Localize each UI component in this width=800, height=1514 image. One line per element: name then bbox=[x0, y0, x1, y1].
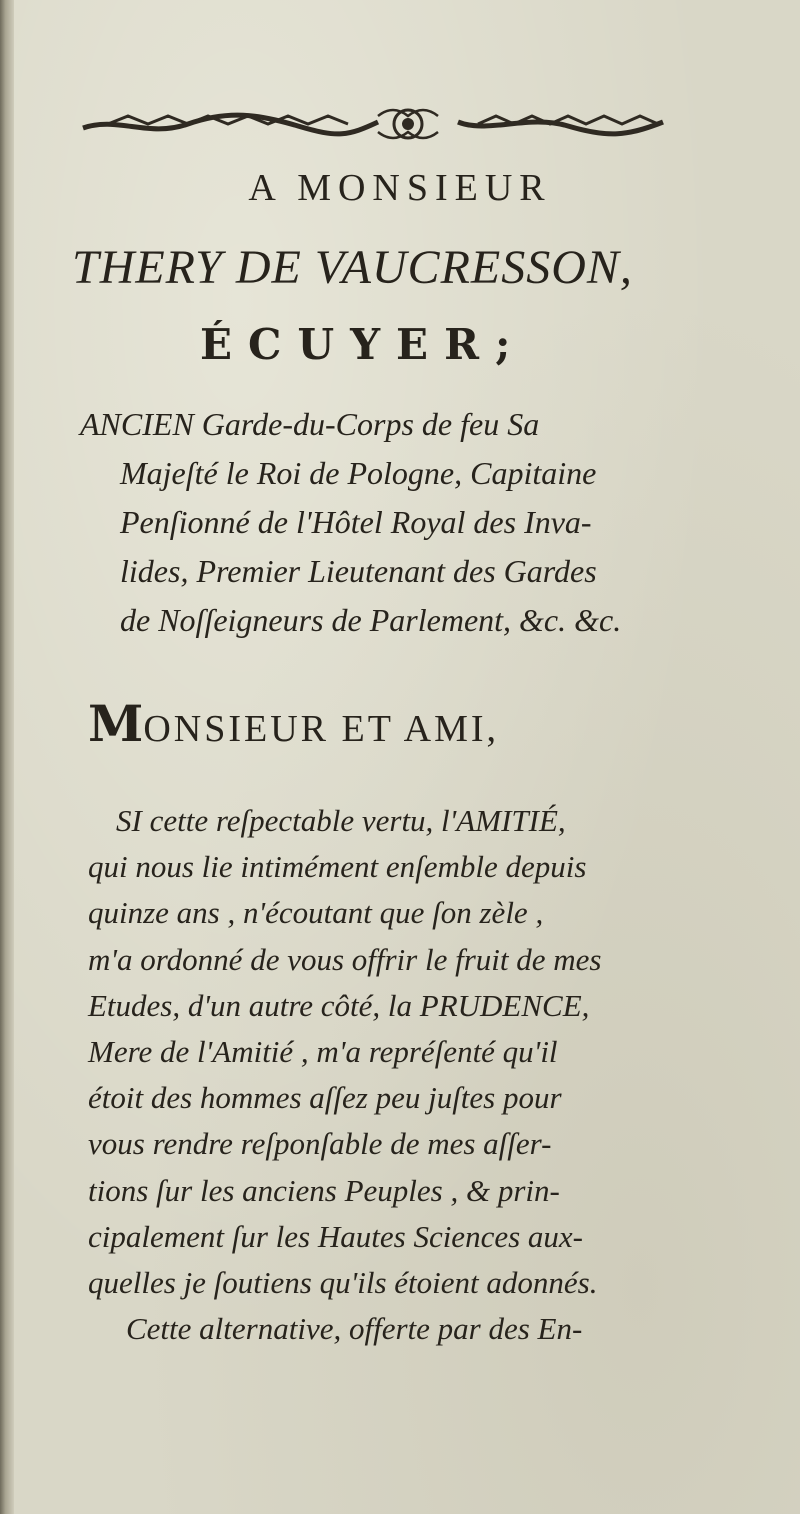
titles-line: Penſionné de l'Hôtel Royal des Inva- bbox=[120, 504, 592, 540]
ornamental-header-band bbox=[78, 102, 668, 148]
body-line: quelles je ſoutiens qu'ils étoient adonnés. bbox=[88, 1265, 598, 1301]
page-binding-edge bbox=[0, 0, 14, 1514]
body-line: vous rendre reſponſable de mes aſſer- bbox=[88, 1126, 552, 1162]
body-line: quinze ans , n'écoutant que ſon zèle , bbox=[88, 895, 544, 931]
salutation bbox=[88, 694, 499, 753]
salutation-text: ONSIEUR ET AMI, bbox=[143, 708, 500, 750]
titles-line: de Noſſeigneurs de Parlement, &c. &c. bbox=[120, 602, 622, 638]
body-line: qui nous lie intimément enſemble depuis bbox=[88, 849, 587, 885]
salutation-initial: M bbox=[88, 694, 144, 753]
dedicatee-rank: ÉCUYER; bbox=[200, 320, 527, 369]
letter-body bbox=[88, 798, 728, 1352]
body-line: Mere de l'Amitié , m'a repréſenté qu'il bbox=[88, 1034, 558, 1070]
dedicatee-titles bbox=[80, 400, 700, 645]
titles-line: ANCIEN Garde-du-Corps de feu Sa bbox=[80, 406, 540, 442]
titles-line: lides, Premier Lieutenant des Gardes bbox=[120, 553, 597, 589]
body-line: étoit des hommes aſſez peu juſtes pour bbox=[88, 1080, 562, 1116]
body-line: SI cette reſpectable vertu, l'AMITIÉ, bbox=[116, 803, 566, 838]
body-line: cipalement ſur les Hautes Sciences aux- bbox=[88, 1218, 583, 1254]
body-line: tions ſur les anciens Peuples , & prin- bbox=[88, 1172, 560, 1208]
titles-line: Majeſté le Roi de Pologne, Capitaine bbox=[120, 455, 597, 491]
body-line: m'a ordonné de vous offrir le fruit de mes bbox=[88, 941, 602, 977]
dedicatee-name: THERY DE VAUCRESSON, bbox=[72, 241, 633, 294]
body-line: Cette alternative, offerte par des En- bbox=[126, 1311, 583, 1347]
body-line: Etudes, d'un autre côté, la PRUDENCE, bbox=[88, 987, 590, 1023]
dedication-heading: A MONSIEUR bbox=[248, 167, 552, 209]
